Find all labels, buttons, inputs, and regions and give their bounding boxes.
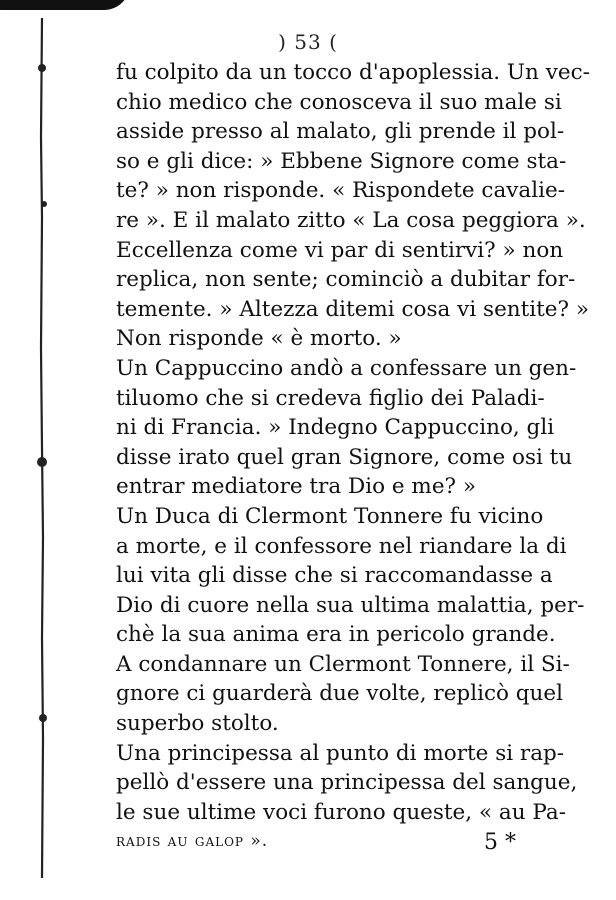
text-line-5: te? » non risponde. « Rispondete cavalie- — [116, 178, 565, 204]
binding-edge-line — [36, 18, 56, 878]
text-line-10: Non risponde « è morto. » — [116, 326, 402, 352]
text-line-27: radis au galop ». — [116, 831, 269, 852]
text-line-18: lui vita gli disse che si raccomandasse a — [116, 563, 553, 589]
text-line-26: le sue ultime voci furono queste, « au Pa- — [116, 799, 567, 825]
text-line-3: asside presso al malato, gli prende il pol- — [116, 119, 565, 145]
scan-shadow-corner — [0, 0, 130, 10]
text-line-6: re ». E il malato zitto « La cosa peggiora ». — [116, 207, 586, 233]
text-line-21: A condannare un Clermont Tonnere, il Si- — [116, 651, 570, 677]
text-line-25: pellò d'essere una principessa del sangue, — [116, 770, 578, 796]
binding-edge — [36, 18, 40, 878]
text-line-13: ni di Francia. » Indegno Cappuccino, gli — [116, 415, 555, 441]
text-line-15: entrar mediatore tra Dio e me? » — [116, 474, 477, 500]
text-line-8: replica, non sente; cominciò a dubitar for- — [116, 267, 576, 293]
body-text — [116, 58, 590, 857]
text-line-9: temente. » Altezza ditemi cosa vi sentite? » — [116, 296, 590, 322]
text-line-19: Dio di cuore nella sua ultima malattia, per- — [116, 592, 585, 618]
page-number-header: ) 53 ( — [278, 30, 338, 54]
text-line-1: fu colpito da un tocco d'apoplessia. Un vec- — [116, 60, 590, 85]
signature-mark: 5 * — [484, 830, 516, 855]
text-line-23: superbo stolto. — [116, 711, 279, 737]
text-line-14: disse irato quel gran Signore, come osi tu — [116, 444, 573, 470]
text-line-2: chio medico che conosceva il suo male si — [116, 89, 562, 115]
text-line-4: so e gli dice: » Ebbene Signore come sta- — [116, 148, 567, 174]
text-line-7: Eccellenza come vi par di sentirvi? » non — [116, 237, 564, 263]
text-line-17: a morte, e il confessore nel riandare la di — [116, 533, 567, 559]
text-line-20: chè la sua anima era in pericolo grande. — [116, 622, 556, 648]
text-line-24: Una principessa al punto di morte si rap- — [116, 740, 565, 766]
text-line-11: Un Cappuccino andò a confessare un gen- — [116, 355, 577, 381]
text-line-22: gnore ci guarderà due volte, replicò quel — [116, 681, 563, 707]
text-line-12: tiluomo che si credeva figlio dei Paladi- — [116, 385, 545, 411]
text-line-16: Un Duca di Clermont Tonnere fu vicino — [116, 503, 544, 529]
